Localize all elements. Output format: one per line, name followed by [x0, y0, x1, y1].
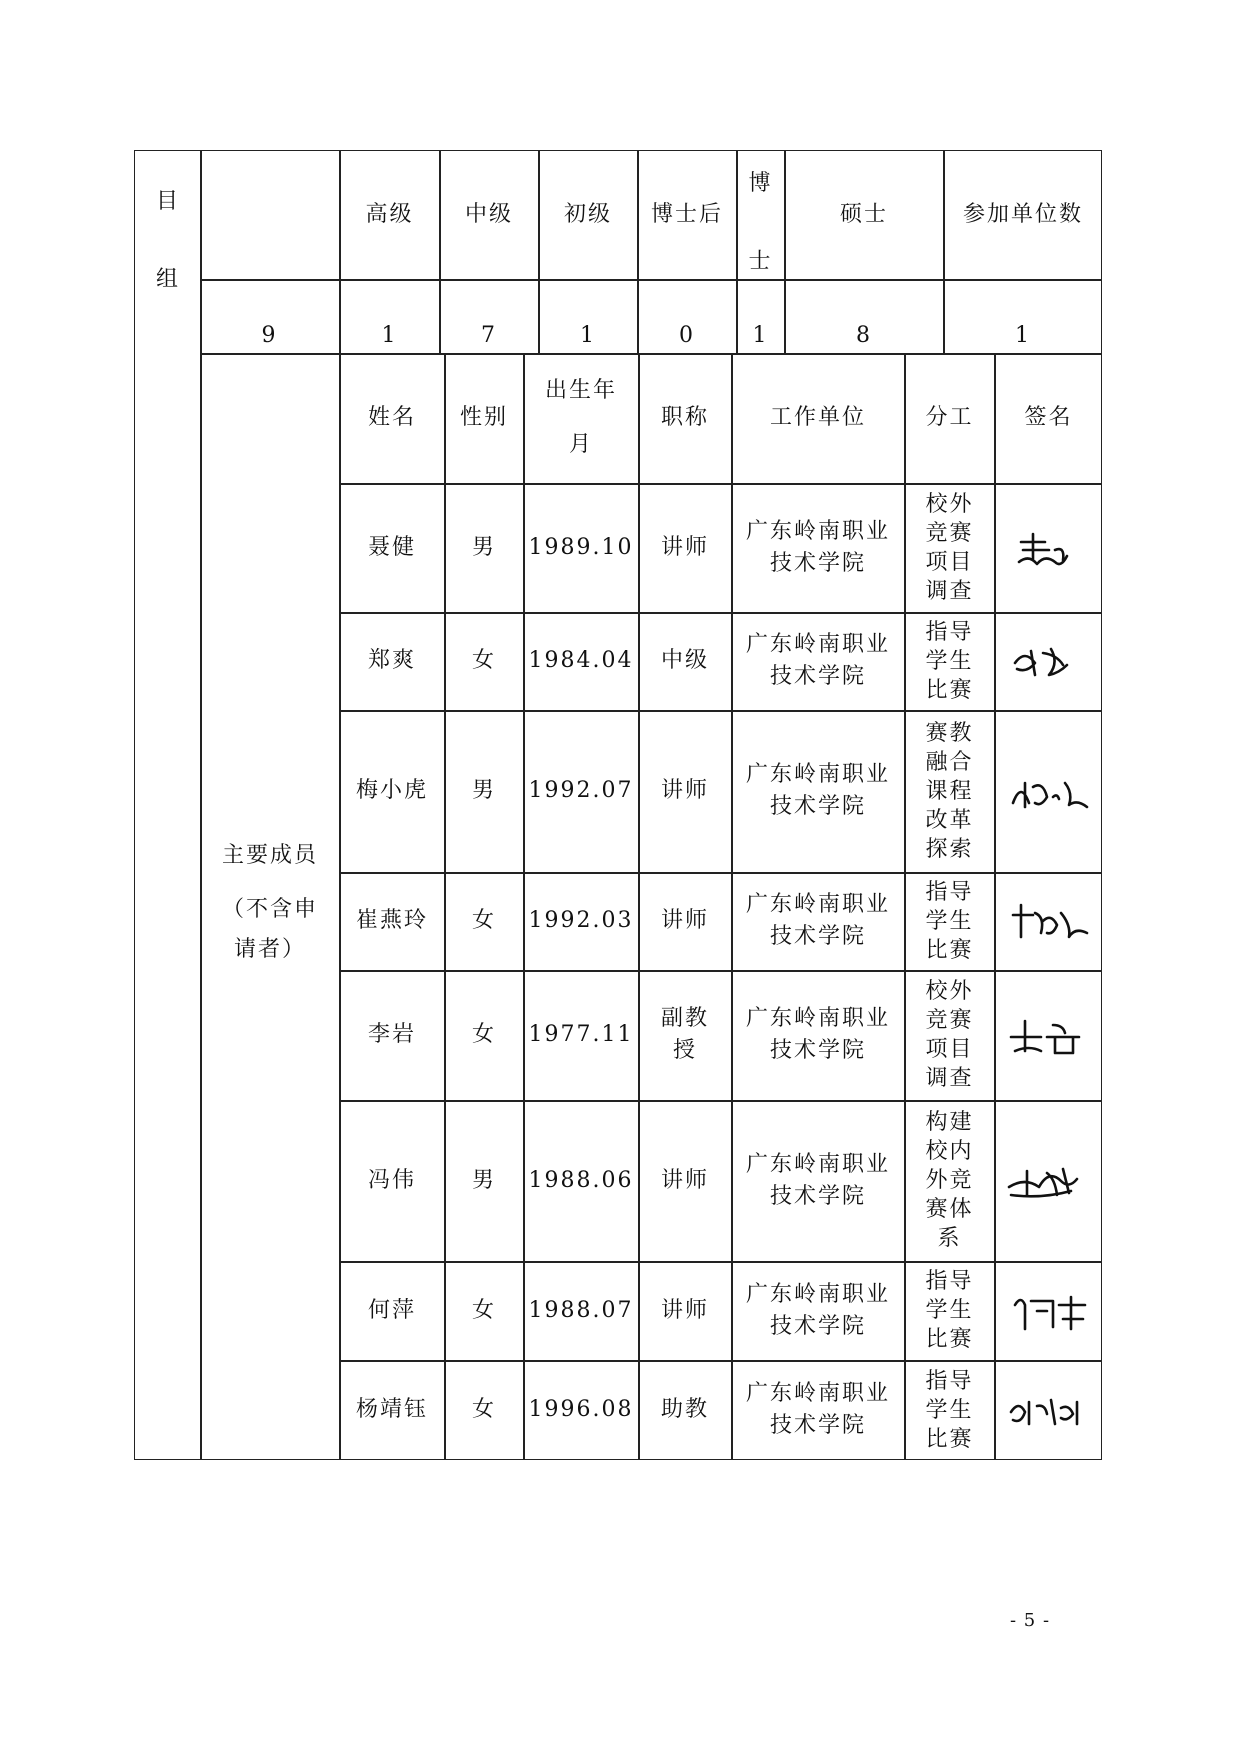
page-number: - 5 -	[1010, 1610, 1051, 1631]
member-name: 何萍	[367, 1297, 416, 1323]
member-signature	[1000, 1283, 1096, 1343]
member-unit: 广东岭南职业 技术学院	[745, 518, 890, 576]
member-name: 李岩	[367, 1022, 416, 1047]
member-title: 讲师	[660, 1167, 709, 1193]
member-gender: 女	[471, 1022, 496, 1047]
member-role: 指导 学生 比赛	[925, 879, 974, 963]
col-header-signature: 签名	[1024, 405, 1073, 430]
summary-value: 8	[856, 323, 872, 348]
member-birth: 1992.03	[528, 908, 634, 933]
col-header-birth	[524, 353, 638, 483]
col-header-name: 姓名	[367, 405, 416, 430]
member-name: 郑爽	[367, 648, 416, 673]
section-note: （不含申	[221, 897, 318, 922]
member-title: 讲师	[660, 1297, 709, 1323]
member-unit: 广东岭南职业 技术学院	[745, 1006, 890, 1063]
member-signature	[1000, 763, 1096, 823]
member-role: 指导 学生 比赛	[925, 619, 974, 703]
summary-value: 7	[481, 323, 497, 348]
summary-header-char: 博	[748, 171, 773, 196]
member-role: 构建 校内 外竞 赛体 系	[925, 1110, 974, 1251]
table-divider	[994, 353, 996, 1460]
summary-header: 博士后	[650, 201, 723, 227]
summary-value: 1	[752, 323, 769, 348]
member-role: 校外 竞赛 项目 调查	[925, 491, 974, 604]
member-gender: 男	[471, 1167, 496, 1193]
summary-header: 初级	[563, 201, 612, 227]
member-gender: 女	[471, 1297, 496, 1323]
summary-value: 9	[261, 323, 278, 348]
member-unit: 广东岭南职业 技术学院	[745, 762, 890, 819]
member-name: 聂健	[367, 534, 416, 560]
section-label: 主要成员	[221, 843, 318, 868]
member-signature	[1000, 633, 1096, 693]
member-role: 校外 竞赛 项目 调查	[925, 979, 974, 1091]
member-unit: 广东岭南职业 技术学院	[745, 1281, 890, 1339]
member-name: 冯伟	[367, 1167, 416, 1193]
col-header-birth-line: 月	[568, 432, 593, 457]
members-section-label	[201, 840, 339, 1000]
member-title: 讲师	[660, 908, 709, 933]
member-title: 副教 授	[660, 1006, 709, 1063]
summary-header: 硕士	[839, 201, 888, 227]
member-gender: 女	[471, 908, 496, 933]
summary-value: 1	[381, 323, 398, 348]
summary-header: 中级	[464, 201, 513, 227]
member-name: 杨靖钰	[355, 1397, 428, 1422]
col-header-role: 分工	[925, 405, 974, 430]
summary-value: 1	[580, 323, 596, 348]
member-gender: 女	[471, 1397, 496, 1422]
member-name: 梅小虎	[355, 778, 428, 803]
member-birth: 1996.08	[528, 1397, 634, 1422]
member-name: 崔燕玲	[355, 908, 428, 933]
col-header-gender: 性别	[459, 405, 508, 430]
member-title: 讲师	[660, 534, 709, 560]
member-role: 指导 学生 比赛	[925, 1269, 974, 1352]
member-unit: 广东岭南职业 技术学院	[745, 892, 890, 949]
member-birth: 1988.06	[528, 1167, 634, 1193]
member-signature	[1000, 520, 1096, 580]
member-birth: 1984.04	[528, 648, 634, 673]
member-signature	[1000, 1007, 1096, 1067]
member-title: 讲师	[660, 778, 709, 803]
member-gender: 男	[471, 534, 496, 560]
member-birth: 1989.10	[528, 534, 634, 560]
member-gender: 女	[471, 648, 496, 673]
member-role: 指导 学生 比赛	[925, 1368, 974, 1452]
member-birth: 1977.11	[528, 1022, 634, 1047]
member-signature	[1000, 1382, 1096, 1442]
member-unit: 广东岭南职业 技术学院	[745, 1381, 890, 1438]
member-birth: 1992.07	[528, 778, 634, 803]
member-unit: 广东岭南职业 技术学院	[745, 632, 890, 689]
summary-header	[737, 168, 784, 278]
summary-value: 0	[679, 323, 695, 348]
summary-header: 高级	[365, 201, 414, 227]
member-unit: 广东岭南职业 技术学院	[745, 1151, 890, 1209]
member-title: 助教	[660, 1397, 709, 1422]
col-header-unit: 工作单位	[769, 405, 866, 430]
left-label-char: 目	[155, 189, 180, 214]
member-signature	[1000, 893, 1096, 953]
table-divider	[200, 279, 1102, 281]
summary-header-char: 士	[748, 249, 773, 274]
member-gender: 男	[471, 778, 496, 803]
member-signature	[1000, 1153, 1096, 1213]
summary-header: 参加单位数	[962, 201, 1083, 227]
member-birth: 1988.07	[528, 1297, 634, 1323]
col-header-birth-line: 出生年	[544, 378, 617, 403]
member-title: 中级	[660, 648, 709, 673]
col-header-title: 职称	[660, 405, 709, 430]
member-role: 赛教 融合 课程 改革 探索	[925, 720, 974, 862]
left-label-char: 组	[155, 267, 180, 292]
section-note: 请者）	[233, 937, 306, 962]
left-label	[136, 186, 200, 296]
summary-value: 1	[1015, 323, 1031, 348]
